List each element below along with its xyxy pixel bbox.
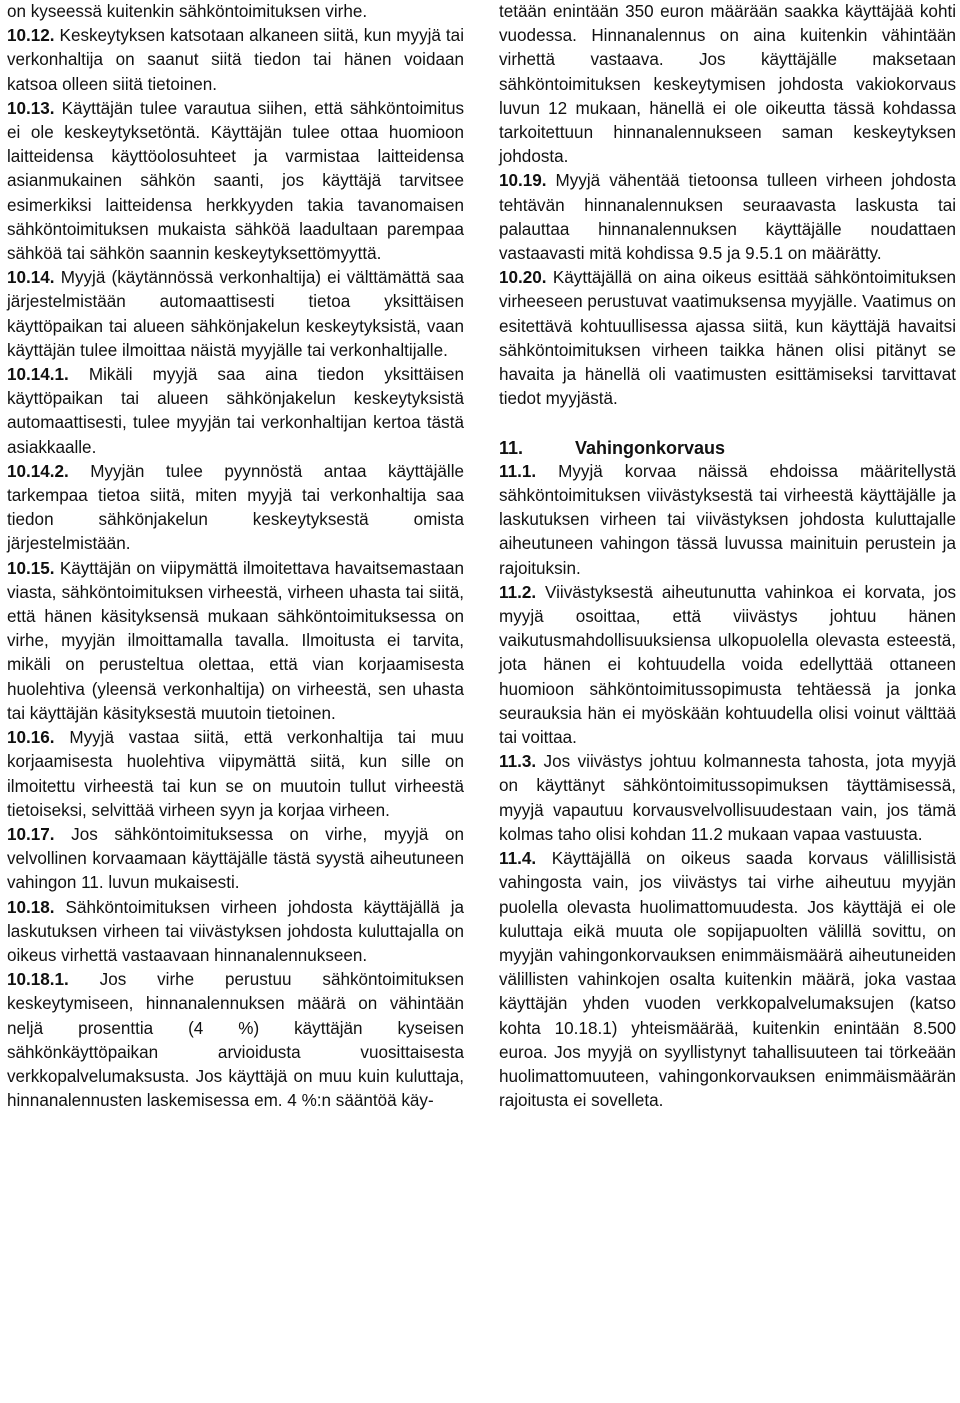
paragraph-number: 10.14.1. <box>7 365 69 385</box>
paragraph-number: 11.3. <box>499 752 537 772</box>
paragraph-text: Myyjä vastaa siitä, että verkonhaltija tai muu korjaamisesta huolehtiva viipymättä siitä, kun sille on ilmoitettu virheestä tai kun se on muutoin tullut virheestä tietoiseksi, selvittää virheen syyn ja korjaa virheen. <box>7 728 464 820</box>
paragraph-number: 10.12. <box>7 26 55 46</box>
paragraph <box>7 557 464 726</box>
paragraph-number: 10.16. <box>7 728 55 748</box>
paragraph-text: Käyttäjän tulee varautua siihen, että sähköntoimitus ei ole keskeytyksetöntä. Käyttäjän tulee ottaa huomioon laitteidensa käyttöolosuhteet ja varmistaa laitteidensa asianmukainen sähkön saanti, jos käyttäjä tarvitsee esimerkiksi laitteidensa herkkyyden takia tavanomaisen sähköntoimituksen mukaista sähköä laadultaan parempaa sähköä tai sähkön saannin keskeytyksettömyyttä. <box>7 98 465 264</box>
paragraph-number: 10.14.2. <box>7 461 69 481</box>
paragraph-text: Myyjä (käytännössä verkonhaltija) ei välttämättä saa järjestelmistään automaattisesti tietoa yksittäisen käyttöpaikan tai alueen sähkönjakelun keskeytyksistä, vaan käyttäjän tulee ilmoittaa näistä myyjälle tai verkonhaltijalle. <box>7 268 464 360</box>
paragraph <box>499 847 956 1113</box>
paragraph-text: Keskeytyksen katsotaan alkaneen siitä, kun myyjä tai verkonhaltija on saanut siitä tiedon tai hänen voidaan katsoa olleen siitä tietoinen. <box>7 26 464 94</box>
paragraph <box>7 266 464 363</box>
paragraph-text: Jos virhe perustuu sähköntoimituksen keskeytymiseen, hinnanalennuksen määrä on vähintään neljä prosenttia (4 %) käyttäjän kyseisen sähkönkäyttöpaikan arvioidusta vuosittaisesta verkkopalvelumaksusta. Jos käyttäjä on muu kuin kuluttaja, hinnanalennusten laskemisessa em. 4 %:n sääntöä käy- <box>7 970 465 1111</box>
paragraph-text: Jos sähköntoimituksessa on virhe, myyjä on velvollinen korvaamaan käyttäjälle tästä syystä aiheutuneen vahingon 11. luvun mukaisesti. <box>7 824 464 893</box>
paragraph-text: Myyjä vähentää tietoonsa tulleen virheen johdosta tehtävän hinnanalennuksen seuraavasta laskusta tai palauttaa hinnanalennuksen käyttäjälle noudattaen vastaavasti mitä kohdissa 9.5 ja 9.5.1 on määrätty. <box>499 171 956 264</box>
paragraph-text: Käyttäjän on viipymättä ilmoitettava havaitsemastaan viasta, sähköntoimituksen virheestä, virheen uhasta tai siitä, että hänen käsityksensä mukaan sähköntoimituksessa on virhe, myyjän ilmoittamalla tavalla. Ilmoitusta ei tarvita, mikäli on perusteltua olettaa, että vian korjaamisesta huolehtiva (yleensä verkonhaltija) on virheestä, sen uhasta tai käyttäjän käsityksestä muutoin tietoinen. <box>7 558 464 723</box>
paragraph <box>7 896 464 969</box>
paragraph-number: 10.14. <box>7 268 55 288</box>
paragraph-number: 11.1. <box>499 461 537 481</box>
paragraph-number: 11.4. <box>499 849 537 869</box>
paragraph-text: Mikäli myyjä saa aina tiedon yksittäisen käyttöpaikan tai alueen sähkönjakelun keskeytyksistä automaattisesti, tulee myyjän tai verkonhaltijan kertoa tästä asiakkaalle. <box>7 365 464 457</box>
left-column <box>7 0 464 1113</box>
paragraph-number: 10.18. <box>7 897 55 917</box>
section-heading-number: 11. <box>499 437 524 458</box>
paragraph-text: Käyttäjällä on oikeus saada korvaus välillisistä vahingosta vain, jos viivästys tai virhe aiheutuu myyjän puolella olevasta huolimattomuudesta. Jos käyttäjä ei ole kuluttaja eikä muuta ole sopijapuolten välillä sovittu, on myyjän vahingonkorvauksen enimmäismäärä aiheutuneiden välillisten vahinkojen osalta kuitenkin määrä, joka vastaa käyttäjän yhden vuoden verkkopalvelumaksujen (katso kohta 10.18.1) yhteismäärää, kuitenkin enintään 8.500 euroa. Jos myyjä on syyllistynyt tahallisuuteen tai törkeään huolimattomuuteen, vahingonkorvauksen enimmäismäärän rajoitusta ei sovelleta. <box>499 849 957 1111</box>
paragraph-number: 10.18.1. <box>7 970 69 990</box>
right-column <box>499 0 956 1113</box>
paragraph <box>7 363 464 460</box>
paragraph-number: 10.19. <box>499 171 547 191</box>
right-column-sections <box>499 460 956 1113</box>
paragraph-text: Myyjä korvaa näissä ehdoissa määritellystä sähköntoimituksen viivästyksestä tai virheestä käyttäjälle ja laskutuksen virheen tai viivästyksen johdosta kuluttajalle aiheutuneen vahingon tässä luvussa mainituin perustein ja rajoituksin. <box>499 461 956 578</box>
paragraph-number: 10.13. <box>7 98 55 118</box>
paragraph <box>7 460 464 557</box>
paragraph <box>7 968 464 1113</box>
paragraph-text: tetään enintään 350 euron määrään saakka käyttäjää kohti vuodessa. Hinnanalennus on aina kuitenkin vähintään virhettä vastaava. Jos käyttäjälle maksetaan sähköntoimituksen keskeytymisen johdosta vakiokorvaus luvun 12 mukaan, hänellä ei ole oikeutta tässä kohdassa tarkoitettuun hinnanalennukseen saman keskeytyksen johdosta. <box>499 2 956 167</box>
paragraph-text: Sähköntoimituksen virheen johdosta käyttäjällä ja laskutuksen virheen tai viivästyksen johdosta kuluttajalla on oikeus virhettä vastaavaan hinnanalennukseen. <box>7 897 465 965</box>
paragraph <box>7 823 464 896</box>
paragraph <box>499 169 956 266</box>
paragraph <box>499 0 956 169</box>
section-heading <box>499 436 956 460</box>
paragraph <box>499 460 956 581</box>
paragraph-number: 10.17. <box>7 824 55 844</box>
paragraph <box>499 266 956 411</box>
section-heading-title: Vahingonkorvaus <box>575 437 726 458</box>
paragraph <box>7 97 464 266</box>
paragraph-text: Jos viivästys johtuu kolmannesta tahosta, jota myyjä on käyttänyt sähköntoimitussopimuksen täyttämisessä, myyjä vapautuu korvausvelvollisuudestaan vain, jos tämä kolmas taho olisi kohdan 11.2 mukaan vapaa vastuusta. <box>499 752 957 844</box>
paragraph-text: Viivästyksestä aiheutunutta vahinkoa ei korvata, jos myyjä osoittaa, että viivästys johtuu hänen vaikutusmahdollisuuksiensa ulkopuolella olevasta esteestä, jota hänen ei kohtuudella voida edellyttää ottaneen huomioon sähköntoimitussopimusta tehtäessä ja jonka seurauksia hän ei myöskään kohtuudella olisi voinut välttää tai voittaa. <box>499 582 957 748</box>
paragraph-number: 10.20. <box>499 268 547 288</box>
paragraph <box>499 750 956 847</box>
paragraph <box>7 24 464 97</box>
paragraph-text: Käyttäjällä on aina oikeus esittää sähköntoimituksen virheeseen perustuvat vaatimuksensa myyjälle. Vaatimus on esitettävä kohtuullisessa ajassa siitä, kun käyttäjä havaitsi sähköntoimituksen virheen taikka hänen olisi pitänyt se havaita ja hänellä oli vaatimusten esittämiseksi tarvittavat tiedot myyjästä. <box>499 268 957 409</box>
paragraph-text: on kyseessä kuitenkin sähköntoimituksen virhe. <box>7 2 368 21</box>
right-column-intro-sections <box>499 0 956 411</box>
paragraph <box>7 726 464 823</box>
paragraph-number: 10.15. <box>7 558 55 578</box>
paragraph <box>7 0 464 24</box>
paragraph-text: Myyjän tulee pyynnöstä antaa käyttäjälle tarkempaa tietoa siitä, miten myyjä tai verkonhaltija saa tiedon sähkönjakelun keskeytyksestä omista järjestelmistään. <box>7 461 465 554</box>
paragraph <box>499 581 956 750</box>
paragraph-number: 11.2. <box>499 582 537 602</box>
